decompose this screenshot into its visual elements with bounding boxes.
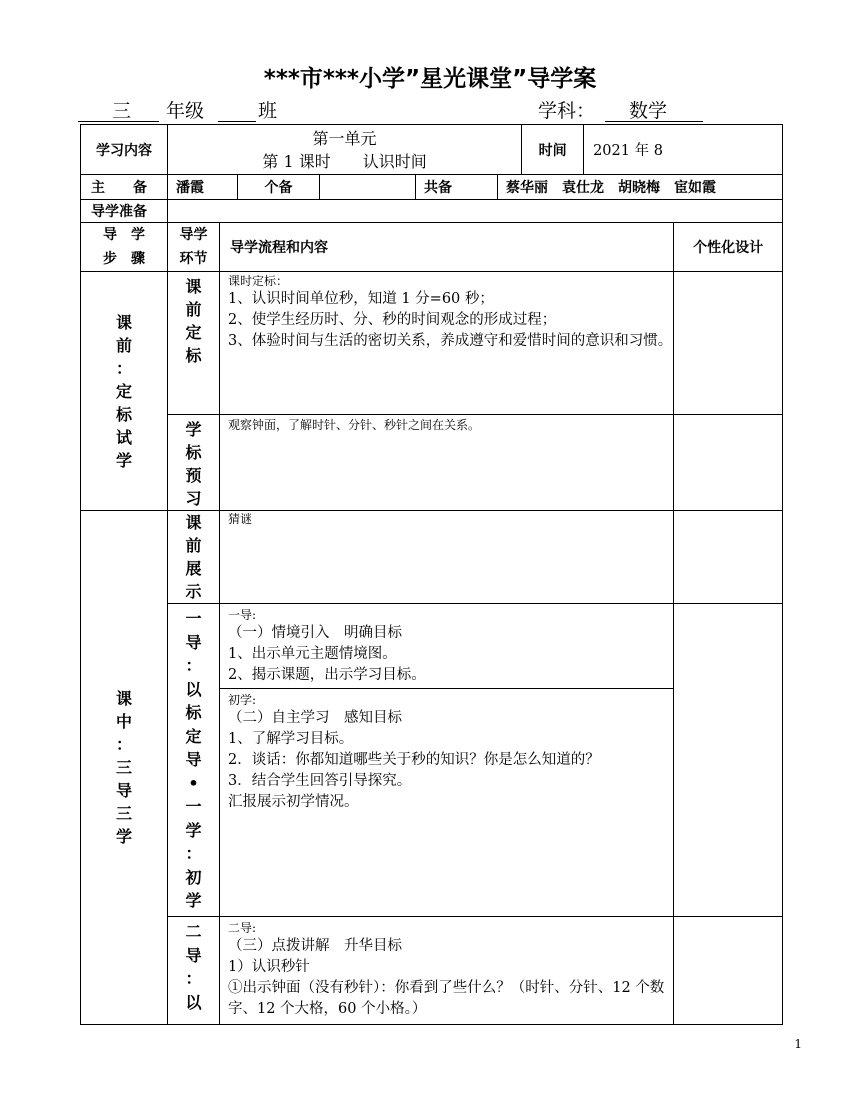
shared-label: 共备 (416, 175, 498, 200)
header-line (78, 96, 782, 124)
stage-guide2: 二 导 ： 以 (168, 917, 220, 1025)
time-value: 2021 年 8 (584, 125, 783, 175)
design-cell (674, 415, 783, 511)
time-label: 时间 (522, 125, 584, 175)
design-cell (674, 272, 783, 415)
unit-title: 第一单元 (312, 128, 377, 148)
learn1-content: 初学: （二）自主学习 感知目标 1、了解学习目标。 2．谈话：你都知道哪些关于秒的知识？你是怎么知道的？ 3．结合学生回答引导探究。 汇报展示初学情况。 (220, 689, 674, 917)
stage-goal: 课 前 定 标 (168, 272, 220, 415)
section-before-label: 课 前 ： 定 标 试 学 (81, 272, 168, 511)
prep-label: 导学准备 (81, 200, 168, 223)
subject-label: 学科： (538, 100, 596, 122)
subject-value: 数学 (629, 100, 668, 122)
grade-label: 年级 (166, 100, 205, 122)
lead-name: 潘霞 (168, 175, 238, 200)
section-during-label: 课 中 ： 三 导 三 学 (81, 511, 168, 1025)
individual-label: 个备 (238, 175, 320, 200)
content-label: 学习内容 (81, 125, 168, 175)
content-value (168, 125, 522, 175)
col-design: 个性化设计 (674, 223, 783, 272)
goal-item: 2、使学生经历时、分、秒的时间观念的形成过程； (228, 312, 557, 328)
document-title: ***市***小学”星光课堂”导学案 (263, 66, 597, 92)
grade-blank (78, 96, 159, 122)
col-steps: 导 学 步 骤 (81, 223, 168, 272)
lesson-plan-table (80, 124, 783, 1025)
guide2-content: 二导: （三）点拨讲解 升华目标 1）认识秒针 ①出示钟面（没有秒针）：你看到了些什么？（时针、分针、12 个数字、12 个大格，60 个小格。） (220, 917, 674, 1025)
lead-label: 主 备 (81, 175, 168, 200)
stage-preview: 学 标 预 习 (168, 415, 220, 511)
goal-item: 3、体验时间与生活的密切关系，养成遵守和爱惜时间的意识和习惯。 (228, 333, 673, 349)
stage-guide1: 一 导 ： 以 标 定 导 • 一 学 ： 初 学 (168, 604, 220, 917)
guide1-content: 一导: （一）情境引入 明确目标 1、出示单元主题情境图。 2、揭示课题，出示学习目标。 (220, 604, 674, 689)
design-cell (674, 917, 783, 1025)
page-number: 1 (794, 1037, 802, 1051)
lesson-title: 第 1 课时 认识时间 (262, 151, 427, 171)
class-label: 班 (258, 100, 278, 122)
stage-show: 课 前 展 示 (168, 511, 220, 604)
grade-value: 三 (112, 100, 132, 122)
subject-blank (605, 96, 703, 122)
prep-value (168, 200, 783, 223)
goal-item: 1、认识时间单位秒，知道 1 分=60 秒； (228, 291, 494, 307)
col-stage: 导学 环节 (168, 223, 220, 272)
design-cell (674, 511, 783, 604)
preview-content: 观察钟面，了解时针、分针、秒针之间在关系。 (220, 415, 674, 511)
individual-value (320, 175, 416, 200)
class-blank (218, 96, 256, 122)
shared-names: 蔡华丽 袁仕龙 胡晓梅 宦如霞 (498, 175, 783, 200)
show-content: 猜谜 (220, 511, 674, 604)
goal-content: 课时定标： 1、认识时间单位秒，知道 1 分=60 秒； 2、使学生经历时、分、秒的时间观念的形成过程； 3、体验时间与生活的密切关系，养成遵守和爱惜时间的意识和习惯。 (220, 272, 674, 415)
col-flow: 导学流程和内容 (220, 223, 674, 272)
design-cell (674, 604, 783, 917)
